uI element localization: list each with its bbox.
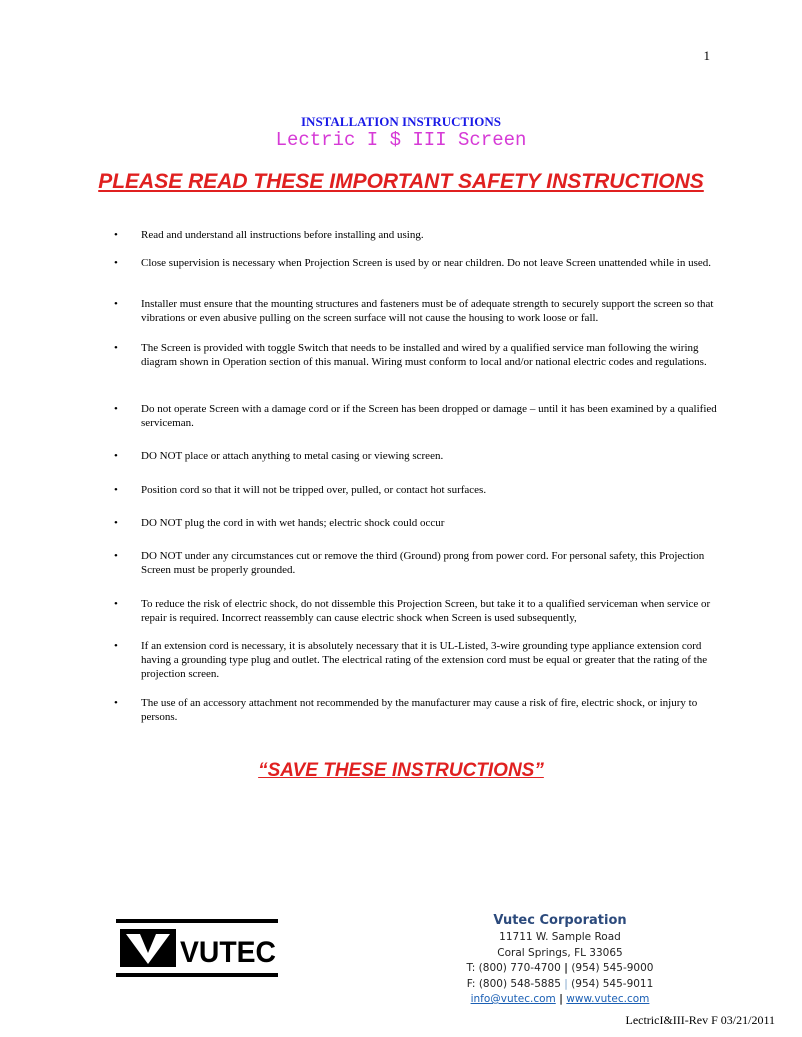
- instruction-text: DO NOT under any circumstances cut or remove the third (Ground) prong from power cord. For personal safety, this Projection Screen must be properly grounded.: [141, 550, 705, 576]
- instruction-text: Read and understand all instructions before installing and using.: [141, 229, 424, 241]
- page-number: 1: [703, 48, 710, 63]
- instruction-text: Installer must ensure that the mounting structures and fasteners must be of adequate strength to securely support the screen so that vibrations or even abusive pulling on the screen surface will not cause the housing to work loose or fall.: [141, 298, 714, 324]
- product-title: Lectric I $ III Screen: [275, 129, 527, 151]
- separator: |: [564, 962, 568, 974]
- bullet-icon: •: [114, 697, 118, 709]
- separator: |: [559, 993, 563, 1005]
- phone-number-1: (800) 770-4700: [478, 962, 561, 974]
- company-name: Vutec Corporation: [493, 913, 627, 928]
- revision-label: LectricI&III-Rev F 03/21/2011: [625, 1013, 775, 1027]
- logo-wordmark: VUTEC: [180, 936, 276, 969]
- fax-number-2: (954) 545-9011: [571, 977, 654, 990]
- phone-prefix: T:: [466, 962, 479, 974]
- instruction-text: To reduce the risk of electric shock, do not dissemble this Projection Screen, but take it to a qualified serviceman when service or repair is required. Incorrect reassembly can cause electric shock when Screen is used subsequently,: [141, 598, 711, 624]
- bullet-icon: •: [114, 403, 118, 415]
- logo-bottom-bar: [116, 973, 278, 977]
- instruction-text: If an extension cord is necessary, it is absolutely necessary that it is UL-Listed, 3-wire grounding type appliance extension cord having a grounding type plug and outlet. The electrical rating of the extension cord must be equal or greater that the rating of the projection screen.: [141, 640, 708, 680]
- document-label: INSTALLATION INSTRUCTIONS: [301, 114, 501, 129]
- instruction-text: DO NOT plug the cord in with wet hands; electric shock could occur: [141, 517, 445, 529]
- instruction-text: Position cord so that it will not be tripped over, pulled, or contact hot surfaces.: [141, 484, 487, 496]
- bullet-icon: •: [114, 517, 118, 529]
- separator: |: [564, 977, 568, 990]
- save-instructions-heading: “SAVE THESE INSTRUCTIONS”: [258, 760, 544, 781]
- phone-number-2: (954) 545-9000: [571, 962, 654, 974]
- logo-top-bar: [116, 919, 278, 923]
- bullet-icon: •: [114, 342, 118, 354]
- bullet-icon: •: [114, 257, 118, 269]
- email-link[interactable]: info@vutec.com: [470, 993, 556, 1005]
- website-link[interactable]: www.vutec.com: [566, 993, 650, 1005]
- bullet-icon: •: [114, 598, 118, 610]
- web-line: [440, 992, 680, 1008]
- bullet-icon: •: [114, 229, 118, 241]
- instruction-text: The Screen is provided with toggle Switch that needs to be installed and wired by a qualified service man following the wiring diagram shown in Operation section of this manual. Wiring must conform to local and/or national electric codes and regulations.: [141, 342, 707, 368]
- instruction-text: DO NOT place or attach anything to metal casing or viewing screen.: [141, 450, 444, 462]
- phone-line: [440, 961, 680, 977]
- safety-heading: PLEASE READ THESE IMPORTANT SAFETY INSTRUCTIONS: [98, 170, 704, 193]
- street-address: 11711 W. Sample Road: [499, 931, 621, 943]
- bullet-icon: •: [114, 298, 118, 310]
- bullet-icon: •: [114, 450, 118, 462]
- instruction-text: The use of an accessory attachment not recommended by the manufacturer may cause a risk of fire, electric shock, or injury to persons.: [141, 697, 698, 723]
- vutec-logo: [116, 919, 278, 977]
- city-address: Coral Springs, FL 33065: [497, 946, 623, 959]
- fax-line: [440, 977, 680, 993]
- bullet-icon: •: [114, 550, 118, 562]
- bullet-icon: •: [114, 484, 118, 496]
- bullet-icon: •: [114, 640, 118, 652]
- contact-block: [440, 912, 680, 1008]
- fax-number-1: (800) 548-5885: [478, 977, 561, 990]
- instruction-text: Close supervision is necessary when Projection Screen is used by or near children. Do not leave Screen unattended while in used.: [141, 257, 712, 269]
- instruction-text: Do not operate Screen with a damage cord or if the Screen has been dropped or damage – until it has been examined by a qualified serviceman.: [141, 403, 717, 429]
- fax-prefix: F:: [466, 977, 479, 990]
